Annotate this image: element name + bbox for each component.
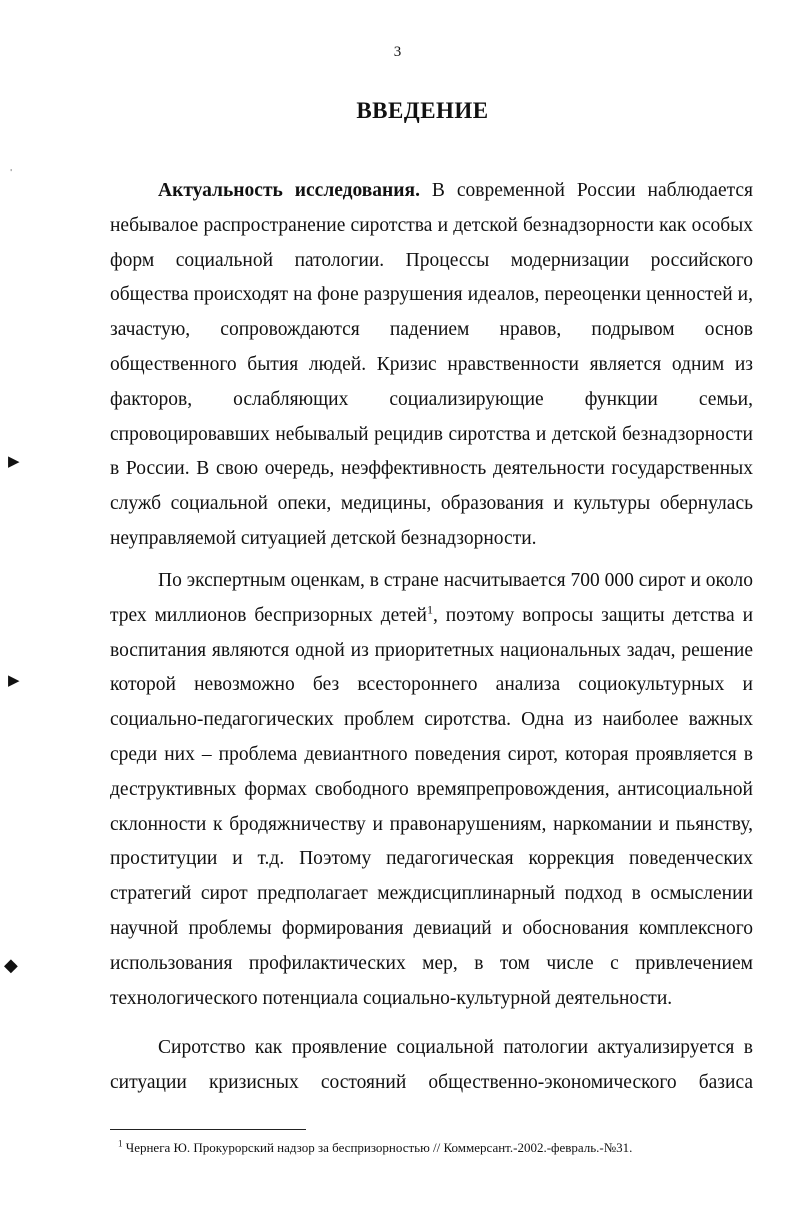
scan-speck: ': [10, 168, 13, 177]
paragraph-orphanhood: [110, 1031, 753, 1101]
footnote-divider: [110, 1129, 306, 1130]
paragraph-expert-estimates: [110, 564, 753, 1016]
scan-punch-mark: ◆: [4, 955, 18, 976]
estimates-text-end: , поэтому вопросы защиты детства и воспитания являются одной из приоритетных национальных задач, решение которой невозможно без всестороннего анализа социокультурных и социально-педагогических проблем сиротства. Одна из наиболее важных среди них – проблема девиантного поведения сирот, которая проявляется в деструктивных формах свободного времяпрепровождения, антисоциальной склонности к бродяжничеству и правонарушениям, наркомании и пьянству, проституции и т.д. Поэтому педагогическая коррекция поведенческих стратегий сирот предполагает междисциплинарный подход в осмыслении научной проблемы формирования девиаций и обоснования комплексного использования профилактических мер, в том числе с привлечением технологического потенциала социально-культурной деятельности.: [110, 604, 754, 1009]
footnote: [118, 1139, 758, 1157]
paragraph-expert-estimates-text: [110, 564, 753, 1016]
paragraph-relevance-text: [110, 174, 753, 557]
scan-punch-mark: ▶: [8, 671, 20, 689]
footnote-text: Чернега Ю. Прокурорский надзор за беспризорностью // Коммерсант.-2002.-февраль.-№31.: [122, 1140, 633, 1155]
relevance-body: В современной России наблюдается небывалое распространение сиротства и детской безнадзорности как особых форм социальной патологии. Процессы модернизации российского общества происходят на фоне разрушения идеалов, переоценки ценностей и, зачастую, сопровождаются падением нравов, подрывом основ общественного бытия людей. Кризис нравственности является одним из факторов, ослабляющих социализирующие функции семьи, спровоцировавших небывалый рецидив сиротства и детской безнадзорности в России. В свою очередь, неэффективность деятельности государственных служб социальной опеки, медицины, образования и культуры обернулась неуправляемой ситуацией детской безнадзорности.: [110, 180, 753, 549]
page-title: ВВЕДЕНИЕ: [356, 98, 489, 123]
scan-punch-mark: ▶: [8, 452, 20, 470]
paragraph-orphanhood-text: Сиротство как проявление социальной патологии актуализируется в ситуации кризисных состояний общественно-экономического базиса: [110, 1037, 753, 1093]
footnote-reference: 1: [426, 602, 433, 617]
estimates-text-start: По экспертным оценкам, в стране насчитывается 700 000 сирот и около трех миллионов беспризорных детей: [110, 570, 753, 626]
page-number: 3: [393, 44, 402, 60]
footnote-marker: 1: [118, 1138, 123, 1149]
paragraph-relevance: [110, 174, 753, 557]
relevance-heading: Актуальность исследования.: [158, 180, 420, 201]
